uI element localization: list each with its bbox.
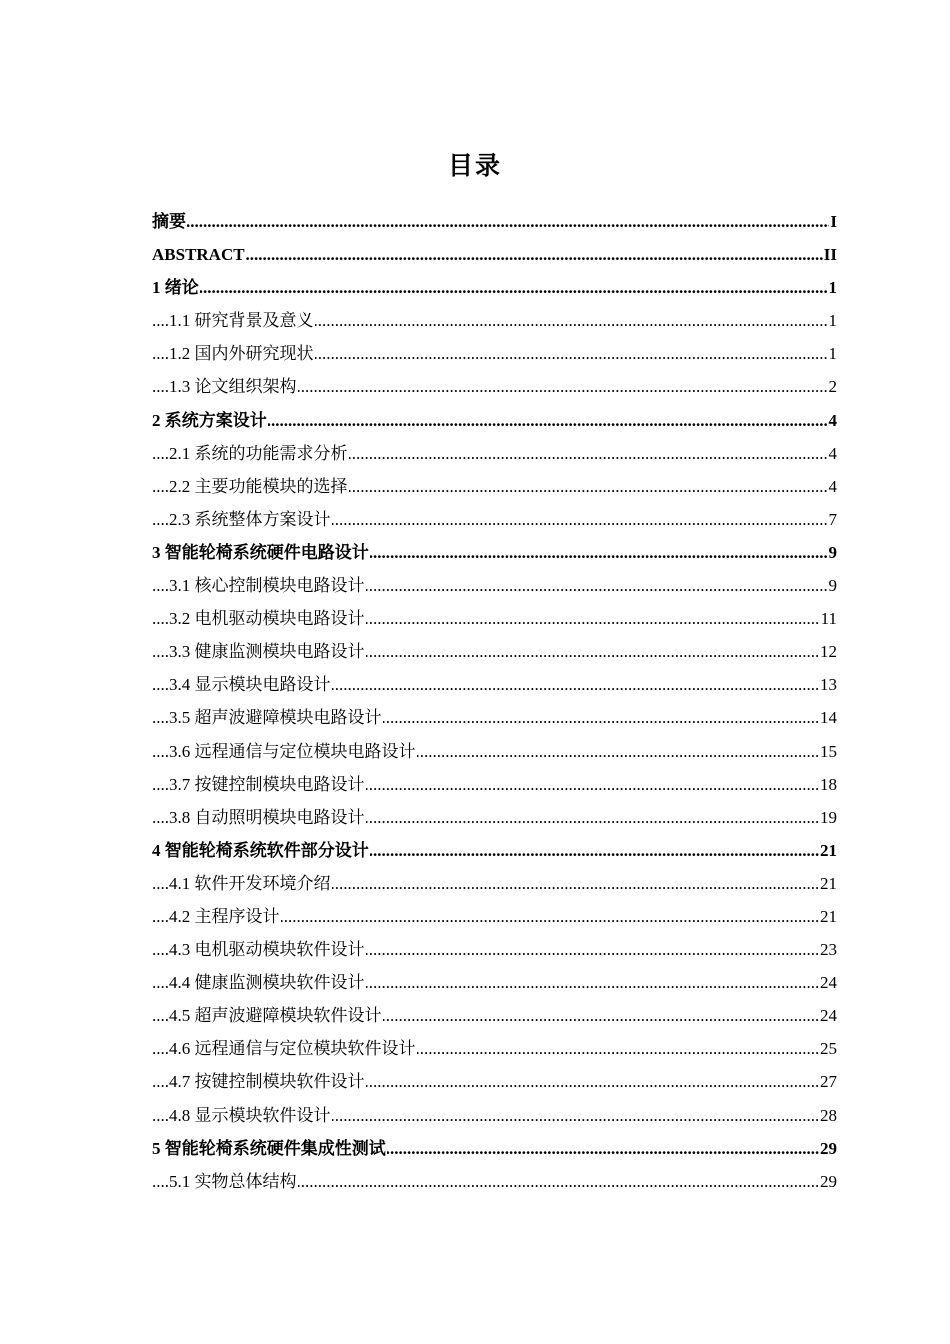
toc-entry-title: 4.3 电机驱动模块软件设计 <box>169 940 365 960</box>
toc-page-number: 4 <box>828 470 838 503</box>
toc-page-number: 14 <box>819 701 837 734</box>
toc-section-entry[interactable] <box>152 966 837 999</box>
toc-section-entry[interactable] <box>152 337 837 370</box>
toc-section-entry[interactable] <box>152 569 837 602</box>
toc-entry-title: 1.2 国内外研究现状 <box>169 344 314 364</box>
toc-chapter-entry[interactable] <box>152 404 837 437</box>
toc-entry-title: 3.4 显示模块电路设计 <box>169 675 331 695</box>
toc-section-entry[interactable] <box>152 1099 837 1132</box>
toc-section-entry[interactable] <box>152 701 837 734</box>
toc-page-number: 7 <box>828 503 838 536</box>
toc-entry-title: 2.1 系统的功能需求分析 <box>169 443 348 463</box>
toc-entry-title: ABSTRACT <box>152 245 245 265</box>
toc-section-entry[interactable] <box>152 370 837 403</box>
toc-section-entry[interactable] <box>152 768 837 801</box>
toc-section-entry[interactable] <box>152 1065 837 1098</box>
toc-page-number: 28 <box>819 1099 837 1132</box>
toc-section-entry[interactable] <box>152 999 837 1032</box>
toc-chapter-entry[interactable] <box>152 536 837 569</box>
toc-entry-title: 1.3 论文组织架构 <box>169 377 297 397</box>
table-of-contents <box>152 205 837 1198</box>
toc-entry-title: 3 智能轮椅系统硬件电路设计 <box>152 542 369 562</box>
toc-page-number: 27 <box>819 1065 837 1098</box>
toc-page-number: 24 <box>819 966 837 999</box>
toc-section-entry[interactable] <box>152 1032 837 1065</box>
toc-page-number: 4 <box>828 404 838 437</box>
toc-section-entry[interactable] <box>152 437 837 470</box>
toc-entry-title: 5 智能轮椅系统硬件集成性测试 <box>152 1138 386 1158</box>
toc-section-entry[interactable] <box>152 304 837 337</box>
toc-entry-title: 2 系统方案设计 <box>152 410 267 430</box>
toc-section-entry[interactable] <box>152 1165 837 1198</box>
toc-entry-title: 4 智能轮椅系统软件部分设计 <box>152 840 369 860</box>
toc-page-number: 21 <box>819 867 837 900</box>
toc-entry-title: 3.6 远程通信与定位模块电路设计 <box>169 741 416 761</box>
toc-entry-title: 3.2 电机驱动模块电路设计 <box>169 609 365 629</box>
toc-page-number: 12 <box>819 635 837 668</box>
toc-page-number: 21 <box>819 834 837 867</box>
toc-page-number: 18 <box>819 768 837 801</box>
toc-section-entry[interactable] <box>152 900 837 933</box>
toc-section-entry[interactable] <box>152 635 837 668</box>
toc-page-number: 1 <box>828 337 838 370</box>
toc-page-number: 2 <box>828 370 838 403</box>
toc-page-number: 21 <box>819 900 837 933</box>
toc-section-entry[interactable] <box>152 867 837 900</box>
toc-page-number: 24 <box>819 999 837 1032</box>
toc-entry-title: 3.1 核心控制模块电路设计 <box>169 576 365 596</box>
toc-page-number: 9 <box>828 569 838 602</box>
toc-entry-title: 3.7 按键控制模块电路设计 <box>169 774 365 794</box>
toc-entry-title: 摘要 <box>152 212 186 231</box>
toc-entry-title: 4.7 按键控制模块软件设计 <box>169 1072 365 1092</box>
toc-page-number: 4 <box>828 437 838 470</box>
toc-entry-title: 2.3 系统整体方案设计 <box>169 509 331 529</box>
toc-entry-title: 1.1 研究背景及意义 <box>169 311 314 331</box>
toc-section-entry[interactable] <box>152 668 837 701</box>
toc-section-entry[interactable] <box>152 470 837 503</box>
toc-entry-title: 3.3 健康监测模块电路设计 <box>169 642 365 662</box>
toc-section-entry[interactable] <box>152 503 837 536</box>
toc-page-number: 15 <box>819 735 837 768</box>
toc-chapter-entry[interactable] <box>152 834 837 867</box>
toc-page-number: 29 <box>819 1132 837 1165</box>
toc-entry-title: 3.5 超声波避障模块电路设计 <box>169 708 382 728</box>
toc-title: 目录 <box>447 151 502 180</box>
toc-page-number: 1 <box>828 271 838 304</box>
toc-page-number: 1 <box>828 304 838 337</box>
toc-page-number: 9 <box>828 536 838 569</box>
toc-entry-title: 4.6 远程通信与定位模块软件设计 <box>169 1039 416 1059</box>
toc-entry-title: 4.1 软件开发环境介绍 <box>169 873 331 893</box>
toc-page-number: 29 <box>819 1165 837 1198</box>
toc-chapter-entry[interactable] <box>152 1132 837 1165</box>
toc-entry-title: 1 绪论 <box>152 278 199 298</box>
toc-entry-title: 3.8 自动照明模块电路设计 <box>169 807 365 827</box>
toc-page-number: 11 <box>820 602 837 635</box>
toc-page-number: 13 <box>819 668 837 701</box>
toc-entry-title: 4.8 显示模块软件设计 <box>169 1105 331 1125</box>
toc-chapter-entry[interactable] <box>152 238 837 271</box>
toc-entry-title: 4.4 健康监测模块软件设计 <box>169 973 365 993</box>
toc-section-entry[interactable] <box>152 735 837 768</box>
toc-section-entry[interactable] <box>152 801 837 834</box>
toc-chapter-entry[interactable] <box>152 271 837 304</box>
toc-chapter-entry[interactable] <box>152 205 837 238</box>
toc-entry-title: 5.1 实物总体结构 <box>169 1171 297 1191</box>
toc-section-entry[interactable] <box>152 933 837 966</box>
toc-page-number: II <box>823 238 837 271</box>
toc-page-number: 23 <box>819 933 837 966</box>
toc-page-number: 25 <box>819 1032 837 1065</box>
toc-page-number: 19 <box>819 801 837 834</box>
toc-entry-title: 4.5 超声波避障模块软件设计 <box>169 1006 382 1026</box>
toc-entry-title: 4.2 主程序设计 <box>169 906 280 926</box>
toc-page-number: I <box>829 205 837 238</box>
toc-entry-title: 2.2 主要功能模块的选择 <box>169 476 348 496</box>
toc-section-entry[interactable] <box>152 602 837 635</box>
